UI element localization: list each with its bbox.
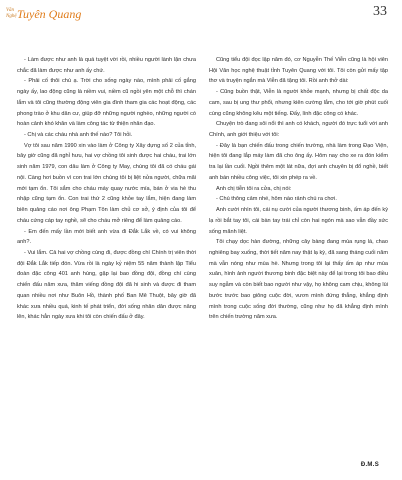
page-number: 33 — [373, 4, 387, 19]
paragraph: - Làm được như anh là quá tuyệt vời rồi, nhiều người lành lặn chưa chắc đã làm được như anh ấy chứ. — [17, 57, 196, 74]
paragraph: Chuyện trò đang sôi nổi thì anh có khách, người đó trực tuổi với anh Chính, anh giới thiệu với tôi: — [209, 121, 388, 139]
paragraph: Anh chị tiễn tôi ra cửa, chị nói: — [216, 185, 292, 192]
logo-title: Tuyên Quang — [17, 7, 82, 21]
paragraph: Anh cười nhìn tôi, cái nụ cười của người thương binh, ấm áp đến kỳ lạ rồi bắt tay tôi, cái bàn tay trái chỉ còn hai ngón mà sao vẫn đầy sức sống mãnh liệt. — [209, 207, 388, 235]
magazine-logo — [6, 7, 126, 29]
paragraph: - Đây là bạn chiến đấu trong chiến trường, nhà làm trong Đạo Viện, hiện tôi đang lắp máy làm đã cho ông ấy. Hôm nay cho xe ra đón kiểm tra lại lần cuối. Ngồi thêm một lát nữa, đợi anh chuyên bị đổ nghề, biết anh bán nhiều công việc, tôi xin phép ra về. — [209, 142, 388, 181]
left-column — [17, 55, 196, 323]
paragraph: - Chị và các cháu nhà anh thế nào? Tôi hỏi. — [24, 132, 133, 139]
paragraph: Vợ tôi sau năm 1990 xin vào làm ở Công ty Xây dựng số 2 của tỉnh, bây giờ cũng đã nghỉ hưu, hai vợ chồng tôi sinh được hai cháu, trai lớn sinh năm 1979, con dâu làm ở Công ty May, chúng tôi đã có cháu gái nội. Càng hơi buồn vì con trai lớn chúng tôi bị liệt nửa người, chữa mãi mới tạm ổn. Tôi sắm cho cháu máy quay nước mía, bán ở via hè thu nhập cũng tạm ổn. Con trai thứ 2 cũng khỏe tay lắm, hiện đang làm biên quảng cáo nơi ông Phạm Tôn làm chủ cơ sở, ý định của tôi để cháu cứng cáp tay nghề, sẽ cho cháu mở riêng để làm quảng cáo. — [17, 142, 196, 224]
paragraph: - Em đến mấy lần mới biết anh vừa đi Đắk Lắk về, có vui không anh?. — [17, 228, 196, 246]
paragraph: - Chú thông cảm nhé, hôm nào rảnh chú ra chơi. — [216, 196, 337, 203]
right-column — [209, 55, 388, 323]
paragraph: - Vui lắm. Cả hai vợ chồng cùng đi, được đồng chí Chính trị viên thời đội Đắk Lắk tiếp đón. Vừa rồi là ngày kỷ niệm 55 năm thành lập Tiểu đoàn đặc công 401 anh hùng, gặp lại bao đồng đội, đồng chí cùng chiến đấu năm xưa, thăm viếng đồng đội đã hi sinh và được đi tham quan nhiều nơi như Buôn Hồ, thành phố Ban Mê Thuột, bây giờ đã khác xưa nhiều quá, kinh tế phát triển, đời sống nhân dân được nâng lên, khác hẳn ngày xưa khi tôi còn chiến đấu ở đây. — [17, 249, 196, 321]
logo-line-van: Văn — [6, 8, 15, 13]
paragraph: - Cũng buồn thật, Viễn là người khỏe mạnh, nhưng bị chất độc da cam, sau bị ung thư phổi, nhưng kiên cường lắm, cho tới giờ phút cuối cùng cũng không kêu một tiếng. Đấy, lính đặc công có khác. — [209, 89, 388, 117]
author-signature: Đ.M.S — [360, 462, 379, 468]
paragraph: Tôi chạy dọc hàn đường, những cây bàng đang mùa rụng lá, chao nghiêng bay xuống, thời tiết năm nay thật lạ kỳ, đã sang tháng cuối năm mà vẫn nóng như mùa hè. Nhưng trong tôi lại thấy ấm áp như mùa xuân, hình ảnh người thương binh đặc biệt này để lại trong tôi bao điều suy ngẫm và còn biết bao người như vậy, họ không cam chịu, không lùi bước trước bao giông cuộc đời, vươn mình đứng thẳng, khẳng định mình trong cuộc sống đời thường, cũng như họ đã khẳng định mình trên chiến trường năm xưa. — [209, 239, 388, 321]
paragraph: Cũng tiểu đội đọc lập năm đó, cơ Nguyễn Thế Viễn cũng là hội viên Hội Văn học nghệ thuật tỉnh Tuyên Quang với tôi. Tôi còn gửi mấy tập thơ và truyện ngắn mà Viễn đã tặng tôi. Rồi anh thở dài: — [209, 57, 388, 85]
logo-line-nghe: Nghệ — [6, 14, 17, 19]
paragraph: - Phải cố thôi chú ạ. Trời cho sống ngày nào, mình phải cố gắng ngày ấy, lao động cũng là niềm vui, niềm cũ ngồi yên một chỗ thì chán lắm và tôi cũng thường động viên gia đình tham gia các hoạt động, các phong trào ở khu dân cư, giúp đỡ những người nghèo, những người có hoàn cảnh khó khăn và làm công tác từ thiện nhân đạo. — [17, 78, 196, 128]
